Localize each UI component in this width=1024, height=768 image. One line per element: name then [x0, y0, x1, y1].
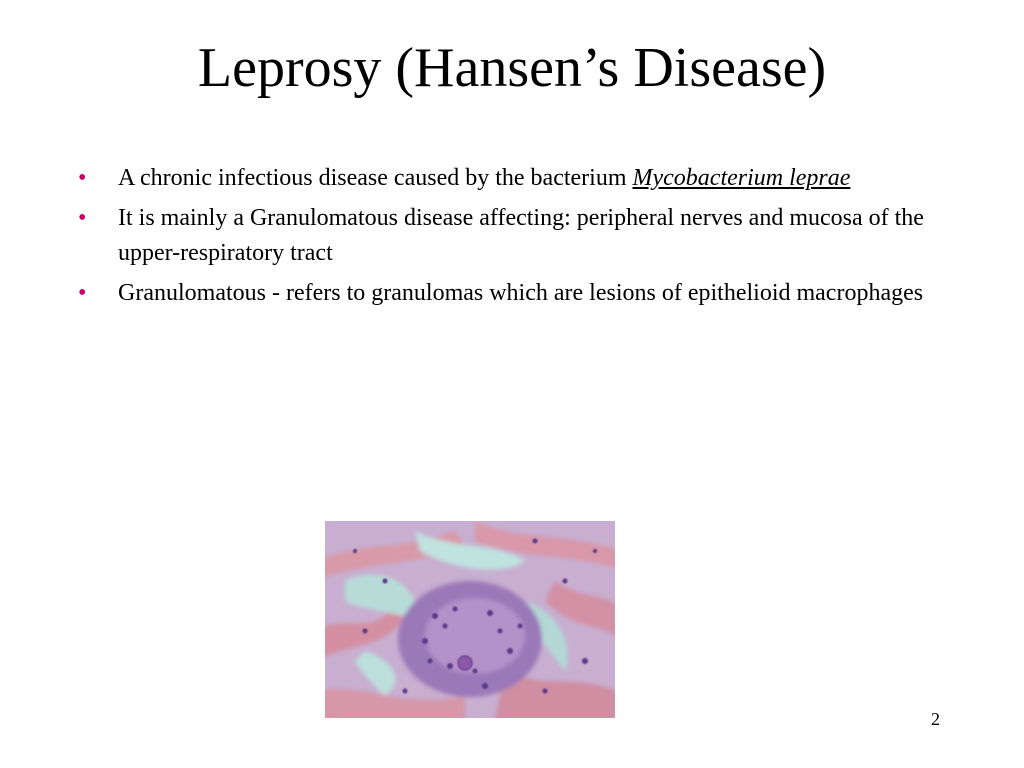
bullet-item-1 — [78, 161, 938, 196]
bullet-marker: • — [78, 205, 87, 231]
bullet-marker: • — [78, 165, 87, 191]
bullet-list — [78, 161, 938, 316]
species-name-link[interactable]: Mycobacterium leprae — [632, 165, 851, 191]
bullet-item-3 — [78, 276, 938, 311]
bullet-text: Granulomatous - refers to granulomas which are lesions of epithelioid macrophages — [118, 280, 924, 306]
granuloma-micrograph-image — [325, 521, 615, 718]
bullet-item-2 — [78, 201, 938, 271]
bullet-marker: • — [78, 280, 87, 306]
slide-title: Leprosy (Hansen’s Disease) — [197, 37, 827, 99]
page-number: 2 — [931, 709, 940, 729]
bullet-text: It is mainly a Granulomatous disease affecting: peripheral nerves and mucosa of the upper-respiratory tract — [118, 205, 924, 266]
bullet-text: A chronic infectious disease caused by the bacterium — [118, 165, 633, 191]
